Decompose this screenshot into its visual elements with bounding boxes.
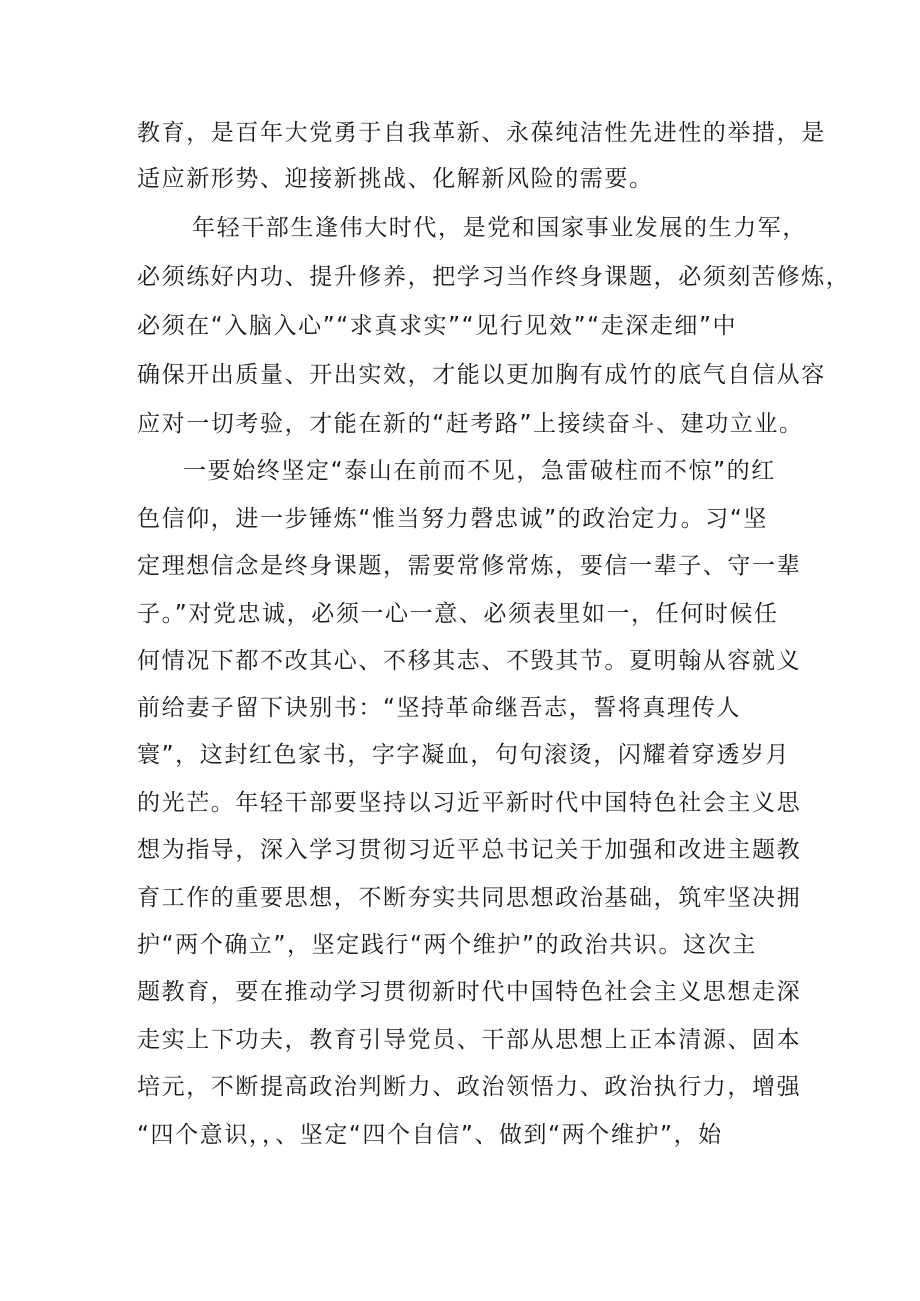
- text-line-17: 育工作的重要思想，不断夯实共同思想政治基础，筑牢坚决拥: [137, 885, 802, 911]
- text-line-10: 定理想信念是终身课题，需要常修常炼，要信一辈子、守一辈: [137, 553, 802, 579]
- text-line-3: 年轻干部生逢伟大时代，是党和国家事业发展的生力军，: [192, 215, 807, 241]
- text-line-1: 教育，是百年大党勇于自我革新、永葆纯洁性先进性的举措，是: [137, 120, 826, 146]
- text-line-16: 想为指导，深入学习贯彻习近平总书记关于加强和改进主题教: [137, 837, 802, 863]
- text-line-8: 一要始终坚定“泰山在前而不见，急雷破柱而不惊”的红: [183, 458, 776, 484]
- text-line-7: 应对一切考验，才能在新的“赶考路”上接续奋斗、建功立业。: [137, 411, 804, 437]
- text-line-2: 适应新形势、迎接新挑战、化解新风险的需要。: [137, 166, 654, 192]
- text-line-4: 必须练好内功、提升修养，把学习当作终身课题，必须刻苦修炼，: [137, 264, 851, 290]
- text-line-9: 色信仰，进一步锤炼“惟当努力磬忠诚”的政治定力。习“坚: [137, 506, 768, 532]
- text-line-14: 寰”，这封红色家书，字字凝血，句句滚烫，闪耀着穿透岁月: [137, 742, 791, 768]
- text-line-19: 题教育，要在推动学习贯彻新时代中国特色社会主义思想走深: [137, 979, 802, 1005]
- text-line-13: 前给妻子留下诀别书：“坚持革命继吾志，誓将真理传人: [137, 695, 741, 721]
- text-line-5: 必须在“入脑入心”“求真求实”“见行见效”“走深走细”中: [137, 313, 738, 339]
- text-line-22: “四个意识，，、坚定“四个自信”、做到“两个维护”，始: [137, 1122, 723, 1148]
- text-line-21: 培元，不断提高政治判断力、政治领悟力、政治执行力，增强: [137, 1074, 802, 1100]
- text-line-20: 走实上下功夫，教育引导党员、干部从思想上正本清源、固本: [137, 1027, 802, 1053]
- text-line-11: 子。”对党忠诚，必须一心一意、必须表里如一，任何时候任: [137, 601, 779, 627]
- text-line-12: 何情况下都不改其心、不移其志、不毁其节。夏明翰从容就义: [137, 648, 802, 674]
- text-line-18: 护“两个确立”，坚定践行“两个维护”的政治共识。这次主: [137, 932, 757, 958]
- text-line-15: 的光芒。年轻干部要坚持以习近平新时代中国特色社会主义思: [137, 790, 802, 816]
- text-line-6: 确保开出质量、开出实效，才能以更加胸有成竹的底气自信从容: [137, 362, 826, 388]
